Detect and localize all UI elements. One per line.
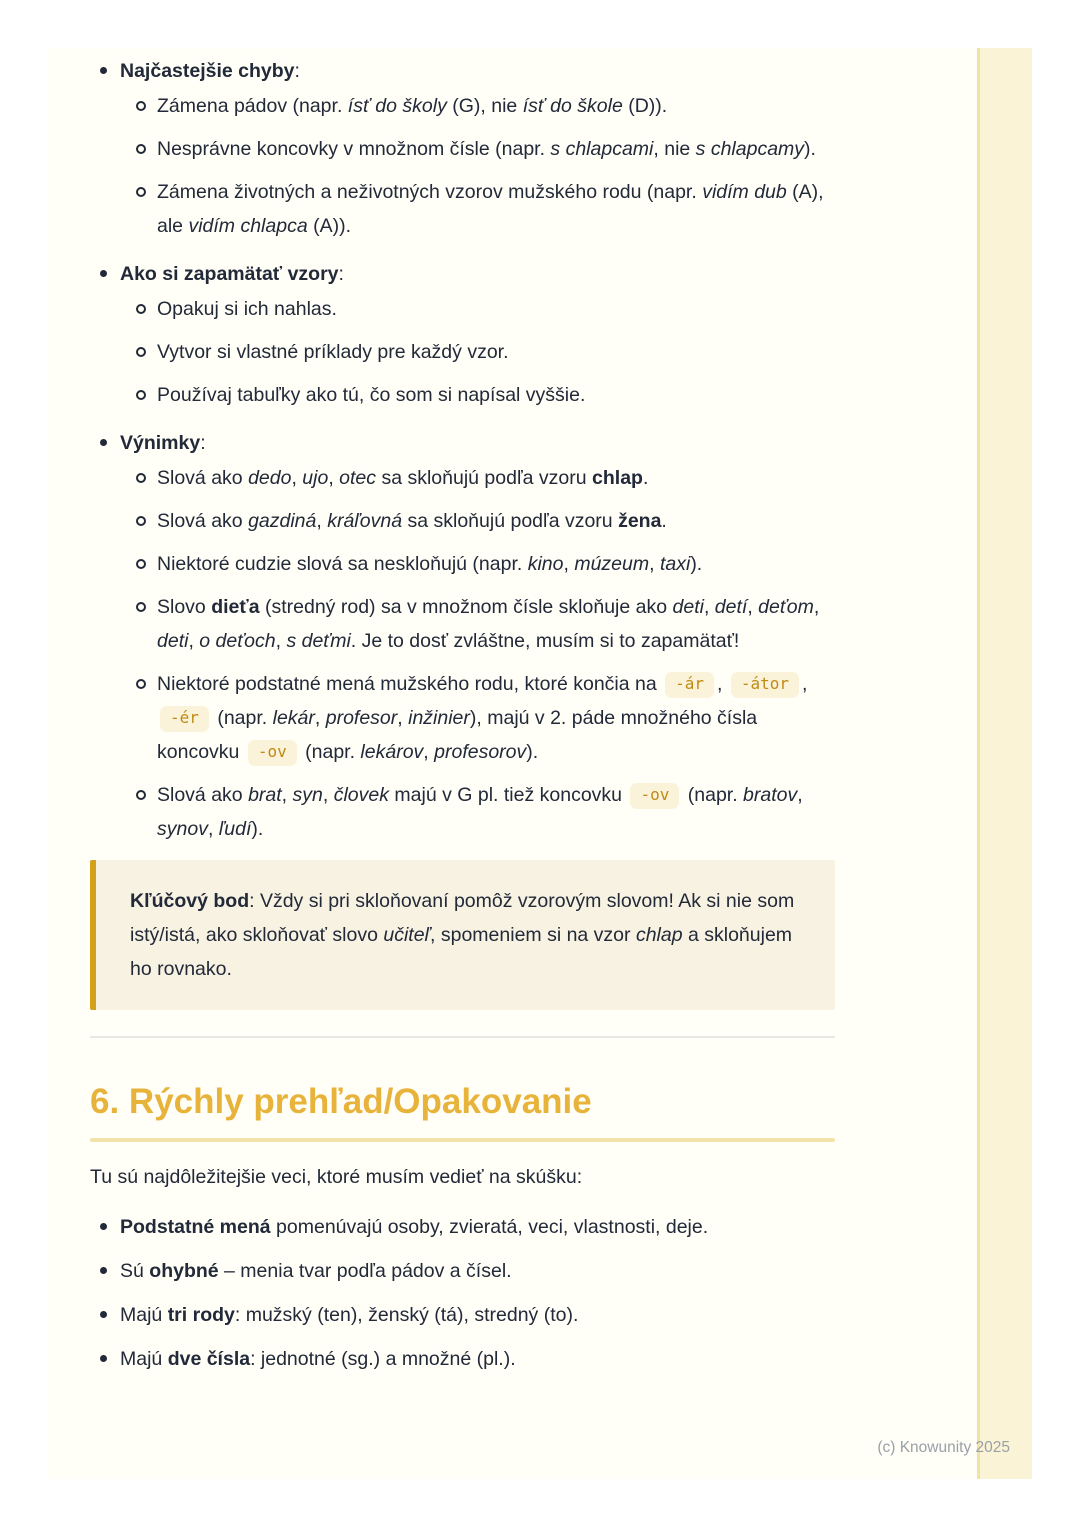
bold-text: Kľúčový bod <box>130 890 250 912</box>
sub-list-item: Opakuj si ich nahlas. <box>90 292 835 326</box>
sub-list-item: Niektoré podstatné mená mužského rodu, ktoré končia na -ár , -átor , -ér (napr. lekár, profesor, inžinier), majú v 2. páde množného čísla koncovku -ov (napr. lekárov, profesorov). <box>90 667 835 769</box>
bold-text: Najčastejšie chyby <box>120 60 295 82</box>
italic-text: profesorov <box>434 741 527 763</box>
italic-text: dedo <box>248 467 292 489</box>
italic-text: s deťmi <box>286 630 351 652</box>
bold-text: tri rody <box>167 1304 235 1326</box>
group-header: Najčastejšie chyby: <box>90 54 835 88</box>
suffix-badge: -átor <box>731 672 799 698</box>
callout-text: Kľúčový bod: Vždy si pri skloňovaní pomôž vzorovým slovom! Ak si nie som istý/istá, ako skloňovať slovo učiteľ, spomeniem si na vzor chlap a skloňujem ho rovnako. <box>130 890 795 980</box>
italic-text: lekár <box>272 707 315 729</box>
sub-list-item: Nesprávne koncovky v množnom čísle (napr. s chlapcami, nie s chlapcamy). <box>90 132 835 166</box>
italic-text: detí <box>714 596 748 618</box>
sub-list-item: Slová ako gazdiná, kráľovná sa skloňujú podľa vzoru žena. <box>90 504 835 538</box>
copyright-watermark: (c) Knowunity 2025 <box>877 1439 1010 1456</box>
italic-text: ľudí <box>218 818 252 840</box>
bold-text: žena <box>618 510 662 532</box>
italic-text: bratov <box>743 784 798 806</box>
italic-text: vidím dub <box>702 181 787 203</box>
italic-text: chlap <box>635 924 683 946</box>
italic-text: ísť do školy <box>347 95 447 117</box>
italic-text: inžinier <box>408 707 470 729</box>
suffix-badge: -ár <box>665 672 714 698</box>
italic-text: kino <box>527 553 564 575</box>
italic-text: synov <box>157 818 208 840</box>
intro-paragraph: Tu sú najdôležitejšie veci, ktoré musím vedieť na skúšku: <box>90 1166 583 1188</box>
suffix-badge: -ér <box>160 706 209 732</box>
italic-text: s chlapcamy <box>695 138 805 160</box>
suffix-badge: -ov <box>630 783 679 809</box>
document-page <box>47 48 1032 1479</box>
sub-list-item: Vytvor si vlastné príklady pre každý vzor. <box>90 335 835 369</box>
group-header: Ako si zapamätať vzory: <box>90 257 835 291</box>
italic-text: deti <box>157 630 189 652</box>
sub-list-item: Slová ako dedo, ujo, otec sa skloňujú podľa vzoru chlap. <box>90 461 835 495</box>
bold-text: dieťa <box>211 596 260 618</box>
bold-text: Podstatné mená <box>120 1216 271 1238</box>
bullet-group <box>90 54 835 243</box>
italic-text: o deťoch <box>199 630 276 652</box>
bold-text: Ako si zapamätať vzory <box>120 263 339 285</box>
sub-list-item: Používaj tabuľky ako tú, čo som si napísal vyššie. <box>90 378 835 412</box>
italic-text: ujo <box>302 467 329 489</box>
group-header: Výnimky: <box>90 426 835 460</box>
sub-list-item: Zámena životných a neživotných vzorov mužského rodu (napr. vidím dub (A), ale vidím chlapca (A)). <box>90 175 835 243</box>
italic-text: deťom <box>758 596 814 618</box>
list-item: Podstatné mená pomenúvajú osoby, zvieratá, veci, vlastnosti, deje. <box>90 1210 835 1244</box>
italic-text: deti <box>672 596 704 618</box>
decorative-right-strip <box>977 48 1032 1479</box>
sub-list-item: Niektoré cudzie slová sa neskloňujú (napr. kino, múzeum, taxi). <box>90 547 835 581</box>
sub-list-item: Zámena pádov (napr. ísť do školy (G), nie ísť do škole (D)). <box>90 89 835 123</box>
italic-text: otec <box>339 467 377 489</box>
key-point-callout <box>90 860 835 1010</box>
suffix-badge: -ov <box>248 740 297 766</box>
sub-list-item: Slová ako brat, syn, človek majú v G pl. tiež koncovku -ov (napr. bratov, synov, ľudí). <box>90 778 835 846</box>
bold-text: chlap <box>592 467 643 489</box>
italic-text: učiteľ <box>383 924 431 946</box>
italic-text: človek <box>333 784 389 806</box>
italic-text: taxi <box>659 553 691 575</box>
italic-text: vidím chlapca <box>188 215 308 237</box>
italic-text: brat <box>248 784 282 806</box>
italic-text: gazdiná <box>248 510 317 532</box>
italic-text: lekárov <box>360 741 424 763</box>
bullet-group <box>90 426 835 846</box>
list-item: Sú ohybné – menia tvar podľa pádov a čísel. <box>90 1254 835 1288</box>
list-item: Majú dve čísla: jednotné (sg.) a množné (pl.). <box>90 1342 835 1376</box>
heading-underline-decoration <box>90 1138 835 1142</box>
section-heading: 6. Rýchly prehľad/Opakovanie <box>90 1082 592 1121</box>
italic-text: múzeum <box>574 553 650 575</box>
italic-text: syn <box>292 784 323 806</box>
italic-text: profesor <box>325 707 398 729</box>
italic-text: s chlapcami <box>550 138 654 160</box>
list-item: Majú tri rody: mužský (ten), ženský (tá), stredný (to). <box>90 1298 835 1332</box>
section-divider <box>90 1036 835 1038</box>
summary-list <box>90 1210 835 1376</box>
italic-text: ísť do škole <box>522 95 623 117</box>
italic-text: kráľovná <box>327 510 403 532</box>
bullet-group <box>90 257 835 412</box>
sub-list-item: Slovo dieťa (stredný rod) sa v množnom čísle skloňuje ako deti, detí, deťom, deti, o deťoch, s deťmi. Je to dosť zvláštne, musím si to zapamätať! <box>90 590 835 658</box>
bold-text: ohybné <box>149 1260 219 1282</box>
bold-text: dve čísla <box>167 1348 251 1370</box>
document-content <box>90 54 835 1386</box>
bold-text: Výnimky <box>120 432 201 454</box>
